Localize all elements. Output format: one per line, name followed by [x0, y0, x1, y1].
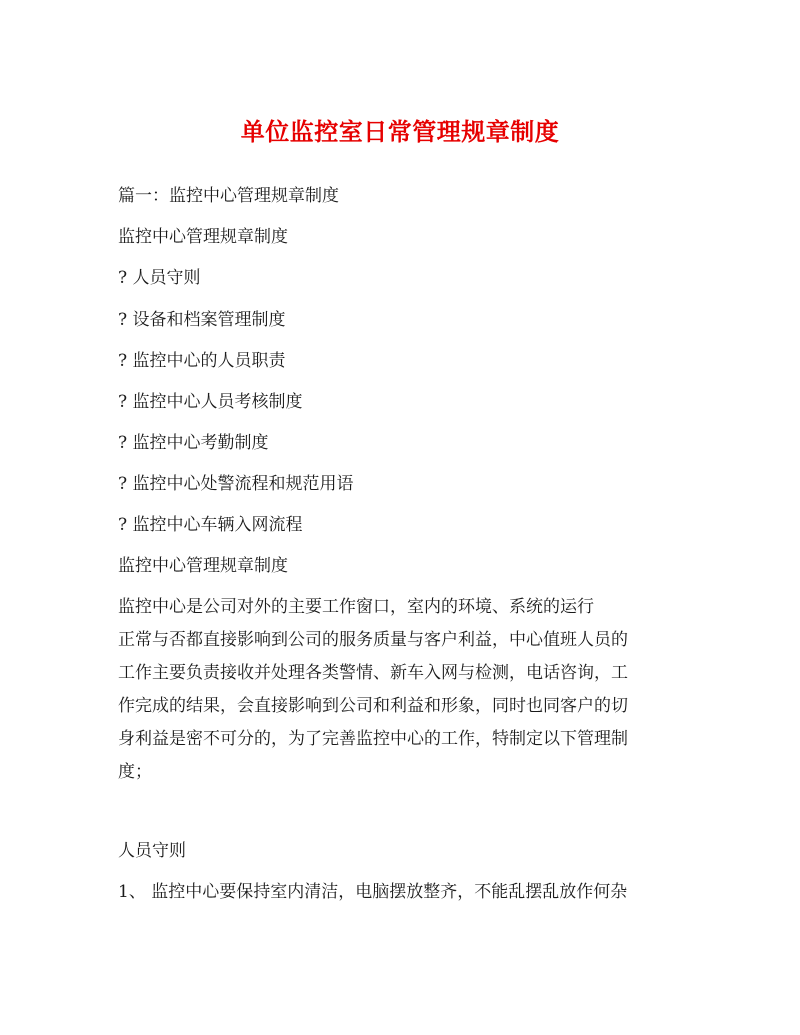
intro-paragraph-line: 工作主要负责接收并处理各类警情、新车入网与检测，电话咨询，工 — [118, 663, 628, 683]
intro-paragraph-line: 身利益是密不可分的，为了完善监控中心的工作，特制定以下管理制 — [118, 729, 628, 749]
intro-paragraph-line: 监控中心是公司对外的主要工作窗口，室内的环境、系统的运行 — [118, 597, 594, 617]
intro-paragraph — [118, 591, 678, 789]
toc-item-attendance: ? 监控中心考勤制度 — [118, 433, 269, 453]
section-heading-part-one: 篇一：监控中心管理规章制度 — [118, 186, 339, 206]
toc-item-vehicle-network: ? 监控中心车辆入网流程 — [118, 515, 303, 535]
section-heading-rules: 监控中心管理规章制度 — [118, 556, 288, 576]
toc-item-staff-duties: ? 监控中心的人员职责 — [118, 351, 286, 371]
toc-item-assessment: ? 监控中心人员考核制度 — [118, 392, 303, 412]
intro-paragraph-line: 度； — [118, 762, 152, 782]
intro-paragraph-line: 作完成的结果，会直接影响到公司和利益和形象，同时也同客户的切 — [118, 696, 628, 716]
rule-item-1: 1、 监控中心要保持室内清洁，电脑摆放整齐，不能乱摆乱放作何杂 — [118, 882, 628, 902]
toc-heading: 监控中心管理规章制度 — [118, 227, 288, 247]
toc-item-equipment-archive: ? 设备和档案管理制度 — [118, 310, 286, 330]
toc-item-personnel-rules: ? 人员守则 — [118, 268, 201, 288]
document-title: 单位监控室日常管理规章制度 — [240, 117, 560, 146]
personnel-rules-heading: 人员守则 — [118, 841, 186, 861]
toc-item-alarm-process: ? 监控中心处警流程和规范用语 — [118, 474, 354, 494]
intro-paragraph-line: 正常与否都直接影响到公司的服务质量与客户利益，中心值班人员的 — [118, 630, 628, 650]
